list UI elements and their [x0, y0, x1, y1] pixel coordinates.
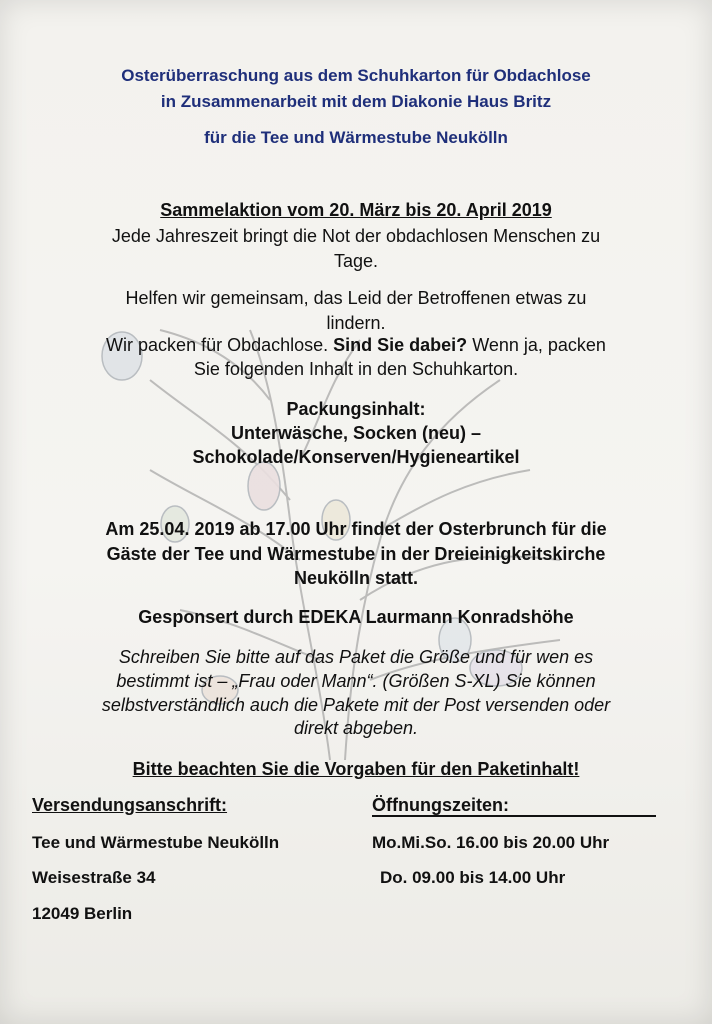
- pack-text-a: Wir packen für Obdachlose.: [106, 335, 334, 355]
- contents-label: Packungsinhalt:: [286, 399, 426, 419]
- address-line-2: Weisestraße 34: [32, 868, 156, 887]
- address-line-3: 12049 Berlin: [32, 904, 133, 923]
- instructions-line-1: Schreiben Sie bitte auf das Paket die Größe und für wen es: [118, 647, 594, 667]
- instructions-line-2: bestimmt ist – „Frau oder Mann“. (Größen S-XL) Sie können: [116, 671, 596, 691]
- brunch-line-1: Am 25.04. 2019 ab 17.00 Uhr findet der Osterbrunch für die: [105, 519, 607, 539]
- instructions-line-3: selbstverständlich auch die Pakete mit der Post versenden oder: [101, 695, 611, 715]
- address-line-1: Tee und Wärmestube Neukölln: [32, 833, 280, 852]
- campaign-heading: Sammelaktion vom 20. März bis 20. April 2019: [160, 200, 552, 220]
- hours-line-1: Mo.Mi.So. 16.00 bis 20.00 Uhr: [372, 833, 610, 852]
- brunch-line-3: Neukölln statt.: [293, 568, 418, 588]
- hours-heading-underline: [372, 815, 656, 817]
- pack-question: Sind Sie dabei?: [333, 335, 468, 355]
- title-line-2: in Zusammenarbeit mit dem Diakonie Haus Britz: [160, 92, 552, 111]
- sponsor-line: Gesponsert durch EDEKA Laurmann Konradshöhe: [138, 607, 574, 627]
- intro-line-1: Jede Jahreszeit bringt die Not der obdachlosen Menschen zu: [111, 226, 601, 246]
- pack-line-2: Sie folgenden Inhalt in den Schuhkarton.: [193, 359, 519, 379]
- notice-line: Bitte beachten Sie die Vorgaben für den Paketinhalt!: [132, 759, 580, 779]
- contents-line-1: Unterwäsche, Socken (neu) –: [230, 423, 482, 443]
- pack-text-b: Wenn ja, packen: [467, 335, 606, 355]
- pack-line-1: [0, 335, 712, 356]
- instructions-line-4: direkt abgeben.: [293, 718, 419, 738]
- help-line-1: Helfen wir gemeinsam, das Leid der Betroffenen etwas zu: [125, 288, 587, 308]
- contents-line-2: Schokolade/Konserven/Hygieneartikel: [192, 447, 520, 467]
- help-line-2: lindern.: [326, 313, 386, 333]
- hours-heading: Öffnungszeiten:: [372, 795, 509, 815]
- title-line-3: für die Tee und Wärmestube Neukölln: [204, 128, 508, 147]
- intro-line-2: Tage.: [333, 251, 379, 271]
- address-heading: Versendungsanschrift:: [32, 795, 228, 815]
- brunch-line-2: Gäste der Tee und Wärmestube in der Dreieinigkeitskirche: [106, 544, 606, 564]
- title-line-1: Osterüberraschung aus dem Schuhkarton für Obdachlose: [121, 66, 591, 85]
- hours-line-2: Do. 09.00 bis 14.00 Uhr: [380, 868, 566, 887]
